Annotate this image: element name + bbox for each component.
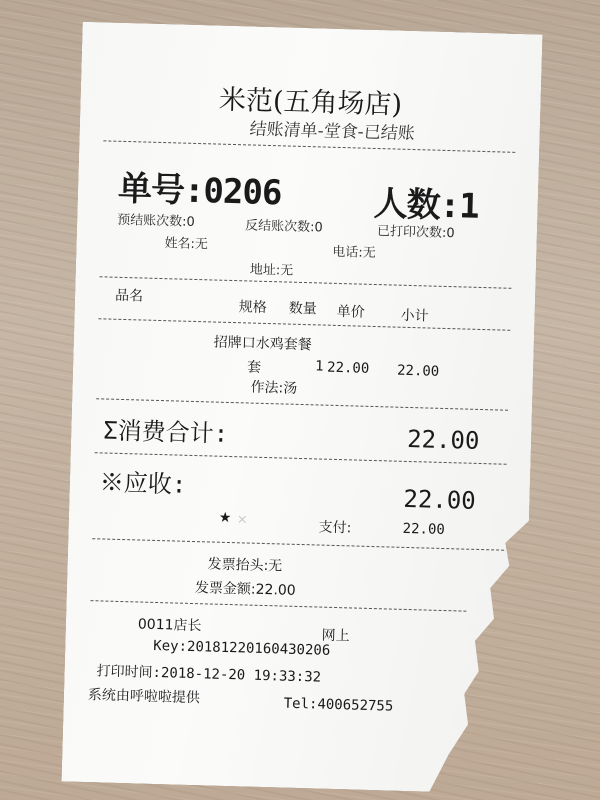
order-number: 单号:0206 (117, 168, 282, 214)
item-spec: 套 (246, 359, 262, 376)
customer-name: 姓名:无 (164, 236, 209, 253)
consumption-total-value: 22.00 (406, 424, 480, 455)
star-icon: ★ (218, 509, 232, 527)
cashier: 0011店长 (137, 616, 202, 635)
order-channel: 网上 (321, 627, 350, 645)
reverse-settle-count: 反结账次数:0 (244, 218, 323, 236)
amount-due-label: ※应收: (99, 468, 187, 499)
divider (91, 600, 467, 611)
printed-count: 已打印次数:0 (376, 224, 455, 242)
column-subtotal: 小计 (400, 307, 429, 325)
pre-settle-count: 预结账次数:0 (116, 212, 196, 230)
divider (95, 452, 507, 465)
store-name: 米范(五角场店) (218, 84, 403, 121)
amount-due-value: 22.00 (403, 484, 477, 515)
customer-phone: 电话:无 (332, 244, 376, 261)
consumption-total-label: Σ消费合计: (102, 416, 229, 448)
receipt-subtitle: 结账清单-堂食-已结账 (248, 119, 416, 145)
system-provider: 系统由呼啦啦提供 (87, 687, 201, 707)
column-price: 单价 (336, 303, 365, 321)
item-method: 作法:汤 (250, 379, 298, 397)
divider (103, 140, 515, 153)
divider (98, 318, 510, 331)
column-item-name: 品名 (114, 287, 144, 305)
customer-address: 地址:无 (249, 262, 294, 279)
item-subtotal: 22.00 (396, 362, 440, 380)
divider (100, 276, 512, 289)
print-time: 打印时间:2018-12-20 19:33:32 (96, 663, 322, 686)
divider (92, 538, 504, 551)
people-count: 人数:1 (373, 183, 480, 227)
item-qty: 1 (314, 358, 324, 375)
receipt (61, 22, 542, 795)
invoice-amount: 发票金额:22.00 (194, 580, 296, 599)
payment-method-label: 支付: (318, 519, 352, 537)
item-price: 22.00 (326, 359, 370, 377)
invoice-header: 发票抬头:无 (207, 556, 283, 575)
column-qty: 数量 (288, 300, 317, 318)
item-name: 招牌口水鸡套餐 (213, 334, 312, 354)
receipt-content (61, 22, 542, 795)
payment-method-blurred: × (236, 512, 248, 528)
column-spec: 规格 (238, 299, 268, 316)
divider (96, 398, 508, 411)
order-key: Key:20181220160430206 (153, 637, 331, 659)
payment-amount: 22.00 (402, 520, 446, 539)
provider-tel: Tel:400652755 (283, 695, 394, 715)
